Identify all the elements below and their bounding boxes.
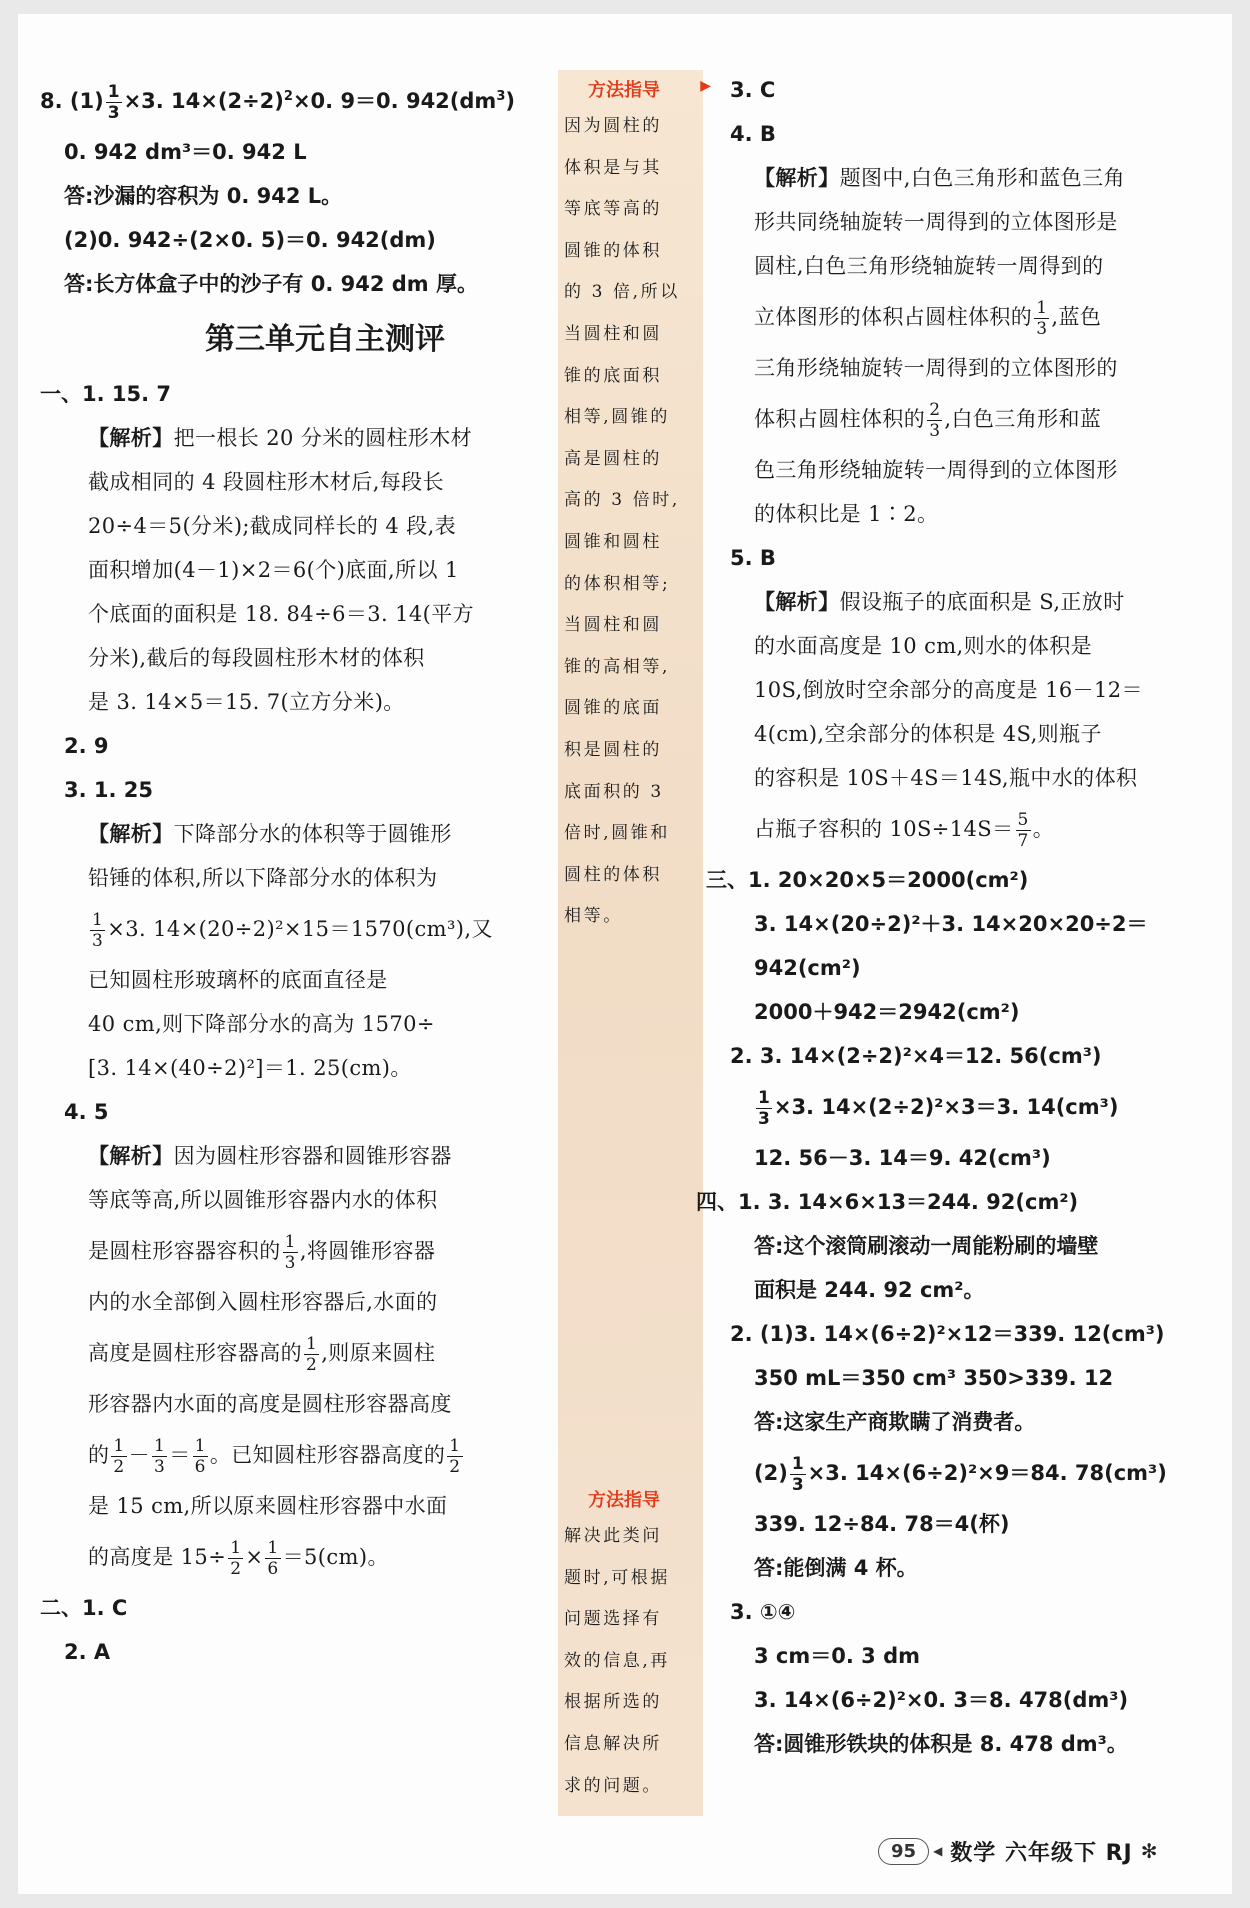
s1-q3-analysis-6: [3. 14×(40÷2)²]＝1. 25(cm)。 <box>88 1056 412 1080</box>
s3-q2: 2. 3. 14×(2÷2)²×4＝12. 56(cm³) <box>730 1044 1102 1068</box>
method-guide-body-2: 解决此类问 题时,可根据 问题选择有 效的信息,再 根据所选的 信息解决所 求的问题。 <box>564 1526 671 1796</box>
answer-page <box>18 14 1232 1894</box>
s1-q4-analysis-2: 等底等高,所以圆锥形容器内水的体积 <box>88 1188 438 1212</box>
s1-q1-analysis-6: 分米),截后的每段圆柱形木材的体积 <box>88 646 425 670</box>
s4-q2: 2. (1)3. 14×(6÷2)²×12＝339. 12(cm³) <box>730 1322 1165 1346</box>
s2-q5-analysis-1: 【解析】假设瓶子的底面积是 S,正放时 <box>754 590 1125 614</box>
page-number: 95 <box>878 1838 929 1865</box>
s1-q4: 4. 5 <box>64 1100 109 1124</box>
s1-q1-analysis-7: 是 3. 14×5＝15. 7(立方分米)。 <box>88 690 405 714</box>
arrow-right-icon: ▶ <box>700 78 711 94</box>
s4-q2-part2-line2: 339. 12÷84. 78＝4(杯) <box>754 1512 1010 1536</box>
s3-q1-line4: 2000＋942＝2942(cm²) <box>754 1000 1020 1024</box>
s2-q3: 3. C <box>730 78 776 102</box>
s4-q1: 四、1. 3. 14×6×13＝244. 92(cm²) <box>696 1190 1079 1214</box>
s1-q1-analysis-2: 截成相同的 4 段圆柱形木材后,每段长 <box>88 470 444 494</box>
s1-q3: 3. 1. 25 <box>64 778 154 802</box>
right-column <box>696 68 1230 1766</box>
s2-q5-analysis-6: 占瓶子容积的 10S÷14S＝ $\frac{5}{7}$ 。 <box>754 810 1055 851</box>
s1-q1: 一、1. 15. 7 <box>40 382 172 406</box>
s1-q4-analysis-7: 的 $\frac{1}{2}$ － $\frac{1}{3}$ ＝ $\frac{1}{6}$ 。已知圆柱形容器高度的 $\frac{1}{2}$ <box>88 1436 461 1477</box>
s1-q3-analysis-2: 铅锤的体积,所以下降部分水的体积为 <box>88 866 438 890</box>
page-footer <box>878 1834 1158 1868</box>
maple-leaf-icon: ✻ <box>1140 1839 1158 1863</box>
s2-q4-analysis-8: 的体积比是 1∶2。 <box>754 502 939 526</box>
s1-q1-analysis-5: 个底面的面积是 18. 84÷6＝3. 14(平方 <box>88 602 475 626</box>
section-heading: 第三单元自主测评 <box>205 322 445 357</box>
s2-q5-analysis-2: 的水面高度是 10 cm,则水的体积是 <box>754 634 1093 658</box>
s1-q4-analysis-1: 【解析】因为圆柱形容器和圆锥形容器 <box>88 1144 452 1168</box>
s1-q2: 2. 9 <box>64 734 109 758</box>
s4-q2-line2: 350 mL＝350 cm³ 350>339. 12 <box>754 1366 1114 1390</box>
s3-q2-line3: 12. 56－3. 14＝9. 42(cm³) <box>754 1146 1051 1170</box>
method-guide-body: 因为圆柱的 体积是与其 等底等高的 圆锥的体积 的 3 倍,所以 当圆柱和圆 锥的底面积 相等,圆锥的 高是圆柱的 高的 3 倍时, 圆锥和圆柱 的体积相等; 当圆柱和圆 锥的高相等, 圆锥的底面 积是圆柱的 底面积的 3 倍时,圆锥和 圆柱的体积 相等。 <box>564 116 680 927</box>
s2-q5: 5. B <box>730 546 776 570</box>
s2-q4-analysis-2: 形共同绕轴旋转一周得到的立体图形是 <box>754 210 1118 234</box>
s2-q2: 2. A <box>64 1640 111 1664</box>
s2-q4-analysis-3: 圆柱,白色三角形绕轴旋转一周得到的 <box>754 254 1104 278</box>
s1-q3-analysis-3: $\frac{1}{3}$ ×3. 14×(20÷2)²×15＝1570(cm³),又 <box>92 910 493 951</box>
s3-q1-line3: 942(cm²) <box>754 956 861 980</box>
method-guide-column <box>558 70 711 1816</box>
s2-q4-analysis-6: 体积占圆柱体积的 $\frac{2}{3}$ ,白色三角形和蓝 <box>754 400 1102 441</box>
q8-line4: (2)0. 942÷(2×0. 5)＝0. 942(dm) <box>64 228 436 252</box>
method-guide-2 <box>558 1480 703 1807</box>
s1-q4-analysis-9: 的高度是 15÷ $\frac{1}{2}$ × $\frac{1}{6}$ ＝5(cm)。 <box>88 1538 389 1579</box>
s1-q3-analysis-5: 40 cm,则下降部分水的高为 1570÷ <box>88 1012 435 1036</box>
s2-q5-analysis-3: 10S,倒放时空余部分的高度是 16－12＝ <box>754 678 1143 702</box>
method-guide-title-2: 方法指导 <box>588 1490 660 1511</box>
q8-line1: 8. (1) $\frac{1}{3}$ ×3. $14\times(2\div 2)^2\times 0$. 9＝0. $942(dm^3)$ <box>40 81 515 123</box>
s4-q3-answer: 答:圆锥形铁块的体积是 8. 478 dm³。 <box>754 1732 1128 1756</box>
s4-q2-part2-answer: 答:能倒满 4 杯。 <box>754 1556 918 1580</box>
s1-q3-analysis-4: 已知圆柱形玻璃杯的底面直径是 <box>88 968 388 992</box>
s2-q1: 二、1. C <box>40 1596 128 1620</box>
s1-q4-analysis-4: 内的水全部倒入圆柱形容器后,水面的 <box>88 1290 438 1314</box>
s3-q2-line2: $\frac{1}{3}$ ×3. 14×(2÷2)²×3＝3. 14(cm³) <box>758 1087 1119 1129</box>
s1-q1-analysis-3: 20÷4＝5(分米);截成同样长的 4 段,表 <box>88 514 457 538</box>
fraction: $\frac{1}{3}$ <box>284 1232 296 1273</box>
s2-q4: 4. B <box>730 122 776 146</box>
s1-q4-analysis-6: 形容器内水面的高度是圆柱形容器高度 <box>88 1392 452 1416</box>
s3-q1-line2: 3. 14×(20÷2)²＋3. 14×20×20÷2＝ <box>754 912 1148 936</box>
s2-q5-analysis-4: 4(cm),空余部分的体积是 4S,则瓶子 <box>754 722 1102 746</box>
s2-q4-analysis-1: 【解析】题图中,白色三角形和蓝色三角 <box>754 166 1125 190</box>
method-guide-title: 方法指导 ▶ <box>588 78 711 101</box>
q8-line5: 答:长方体盒子中的沙子有 0. 942 dm 厚。 <box>64 272 478 296</box>
s2-q5-analysis-5: 的容积是 10S＋4S＝14S,瓶中水的体积 <box>754 766 1138 790</box>
s4-q3-line3: 3. 14×(6÷2)²×0. 3＝8. 478(dm³) <box>754 1688 1129 1712</box>
s2-q4-analysis-5: 三角形绕轴旋转一周得到的立体图形的 <box>754 356 1118 380</box>
s4-q1-answer: 答:这个滚筒刷滚动一周能粉刷的墙壁 <box>754 1234 1099 1258</box>
footer-title: 数学 六年级下 RJ <box>950 1840 1133 1866</box>
left-column <box>40 68 570 1674</box>
s1-q4-analysis-8: 是 15 cm,所以原来圆柱形容器中水面 <box>88 1494 448 1518</box>
triangle-left-icon: ◀ <box>933 1844 943 1858</box>
q8-line3: 答:沙漏的容积为 0. 942 L。 <box>64 184 343 208</box>
s4-q3-line2: 3 cm＝0. 3 dm <box>754 1644 920 1668</box>
q8-line2: 0. 942 dm³＝0. 942 L <box>64 140 307 164</box>
s2-q4-analysis-4: 立体图形的体积占圆柱体积的 $\frac{1}{3}$ ,蓝色 <box>754 298 1102 339</box>
s1-q1-analysis-1: 【解析】把一根长 20 分米的圆柱形木材 <box>88 426 473 450</box>
fraction: $\frac{1}{2}$ <box>306 1334 318 1375</box>
s3-q1: 三、1. 20×20×5＝2000(cm²) <box>706 868 1029 892</box>
s4-q3: 3. ①④ <box>730 1600 796 1624</box>
s2-q4-analysis-7: 色三角形绕轴旋转一周得到的立体图形 <box>754 458 1118 482</box>
s4-q2-answer: 答:这家生产商欺瞒了消费者。 <box>754 1410 1036 1434</box>
s1-q4-analysis-5: 高度是圆柱形容器高的 $\frac{1}{2}$ ,则原来圆柱 <box>88 1334 436 1375</box>
s1-q4-analysis-3: 是圆柱形容器容积的 $\frac{1}{3}$ ,将圆锥形容器 <box>88 1232 436 1273</box>
s1-q1-analysis-4: 面积增加(4－1)×2＝6(个)底面,所以 1 <box>88 558 459 582</box>
s1-q3-analysis-1: 【解析】下降部分水的体积等于圆锥形 <box>88 822 452 846</box>
s4-q1-answer-2: 面积是 244. 92 cm²。 <box>754 1278 985 1302</box>
s4-q2-part2: (2) $\frac{1}{3}$ ×3. 14×(6÷2)²×9＝84. 78(cm³) <box>754 1453 1167 1495</box>
fraction: $\frac{1}{3}$ <box>107 81 120 123</box>
fraction: $\frac{1}{3}$ <box>92 910 104 951</box>
